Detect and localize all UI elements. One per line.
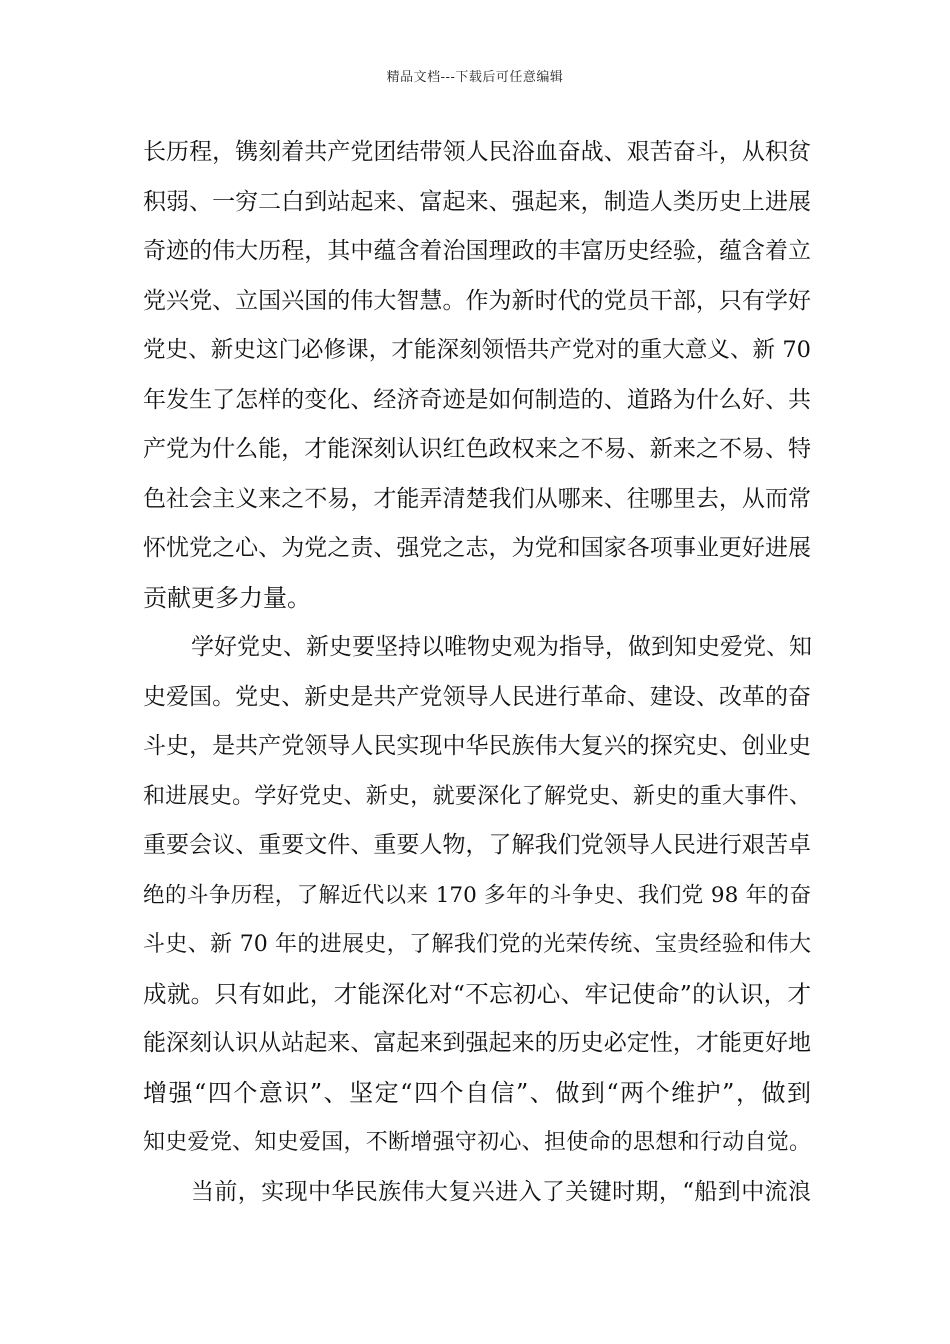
- document-body: [143, 128, 811, 1217]
- text-line: 增强“四个意识”、坚定“四个自信”、做到“两个维护”，做到: [143, 1078, 811, 1107]
- text-line: 绝的斗争历程，了解近代以来 170 多年的斗争史、我们党 98 年的奋: [143, 882, 811, 908]
- text-line: 学好党史、新史要坚持以唯物史观为指导，做到知史爱党、知: [191, 634, 812, 660]
- text-line: 产党为什么能，才能深刻认识红色政权来之不易、新来之不易、特: [143, 436, 811, 462]
- text-line: 成就。只有如此，才能深化对“不忘初心、牢记使命”的认识，才: [143, 979, 811, 1008]
- text-line: 长历程，镌刻着共产党团结带领人民浴血奋战、艰苦奋斗，从积贫: [143, 139, 811, 165]
- text-line: 年发生了怎样的变化、经济奇迹是如何制造的、道路为什么好、共: [143, 386, 811, 413]
- text-line: 贡献更多力量。: [143, 583, 311, 612]
- text-line: 当前，实现中华民族伟大复兴进入了关键时期，“船到中流浪: [191, 1178, 811, 1205]
- text-line: 和进展史。学好党史、新史，就要深化了解党史、新史的重大事件、: [143, 783, 811, 809]
- text-line: 知史爱党、知史爱国，不断增强守初心、担使命的思想和行动自觉。: [143, 1130, 811, 1155]
- page-header: 精品文档---下载后可任意编辑: [386, 70, 564, 85]
- text-line: 能深刻认识从站起来、富起来到强起来的历史必定性，才能更好地: [143, 1030, 811, 1056]
- text-line: 怀忧党之心、为党之责、强党之志，为党和国家各项事业更好进展: [143, 535, 811, 561]
- text-line: 党史、新史这门必修课，才能深刻领悟共产党对的重大意义、新 70: [143, 337, 811, 363]
- text-line: 重要会议、重要文件、重要人物，了解我们党领导人民进行艰苦卓: [143, 832, 811, 858]
- text-line: 斗史，是共产党领导人民实现中华民族伟大复兴的探究史、创业史: [143, 733, 811, 759]
- text-line: 奇迹的伟大历程，其中蕴含着治国理政的丰富历史经验，蕴含着立: [143, 238, 811, 264]
- text-line: 党兴党、立国兴国的伟大智慧。作为新时代的党员干部，只有学好: [143, 287, 811, 314]
- text-line: 斗史、新 70 年的进展史，了解我们党的光荣传统、宝贵经验和伟大: [143, 932, 811, 957]
- text-line: 积弱、一穷二白到站起来、富起来、强起来，制造人类历史上进展: [143, 188, 811, 215]
- text-line: 色社会主义来之不易，才能弄清楚我们从哪来、往哪里去，从而常: [143, 485, 811, 512]
- text-line: 史爱国。党史、新史是共产党领导人民进行革命、建设、改革的奋: [143, 683, 811, 710]
